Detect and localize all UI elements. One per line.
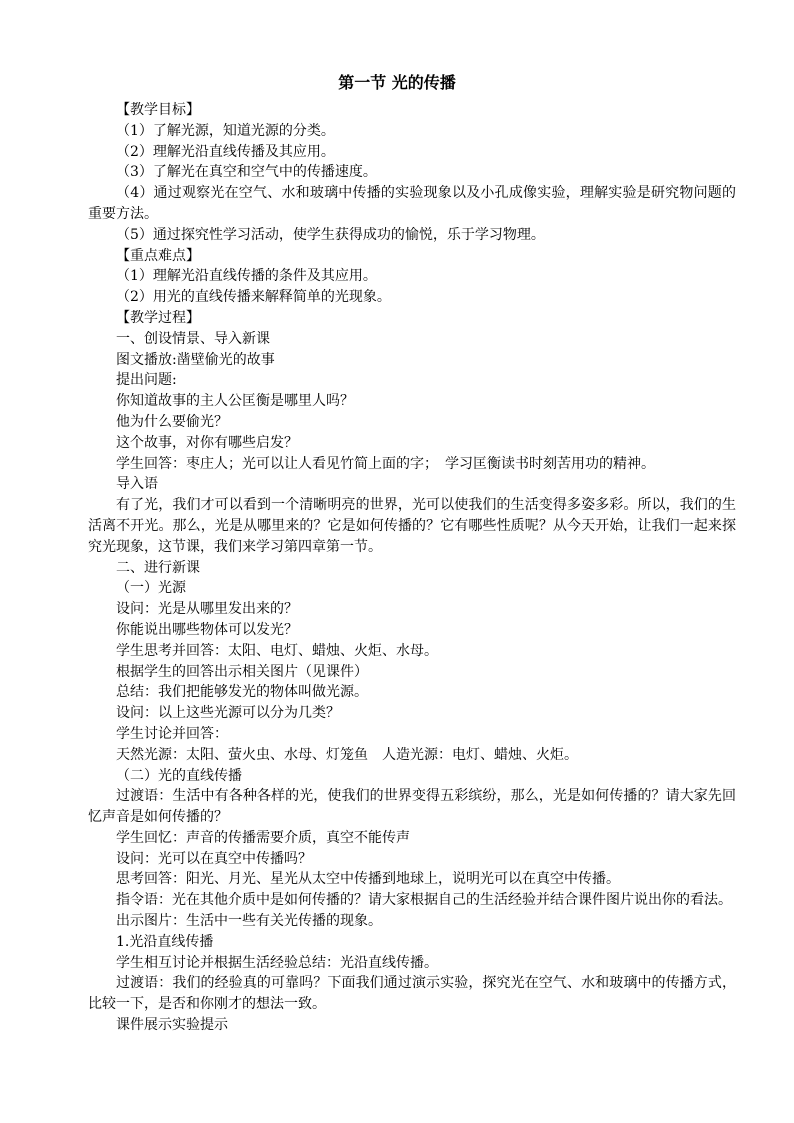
paragraph: 图文播放:凿壁偷光的故事: [116, 351, 275, 368]
paragraph: （1）理解光沿直线传播的条件及其应用。: [116, 268, 377, 285]
paragraph: 出示图片：生活中一些有关光传播的现象。: [116, 913, 382, 930]
document-title: 第一节 光的传播: [338, 73, 456, 92]
paragraph: 学生思考并回答：太阳、电灯、蜡烛、火炬、水母。: [116, 642, 438, 659]
paragraph: 指令语：光在其他介质中是如何传播的？请大家根据自己的生活经验并结合课件图片说出你的看法。: [116, 892, 732, 909]
paragraph: （2）用光的直线传播来解释简单的光现象。: [116, 289, 391, 306]
paragraph: （4）通过观察光在空气、水和玻璃中传播的实验现象以及小孔成像实验，理解实验是研究物问题的重要方法。: [88, 185, 736, 222]
paragraph: （5）通过探究性学习活动，使学生获得成功的愉悦，乐于学习物理。: [116, 226, 545, 243]
paragraph: （2）理解光沿直线传播及其应用。: [116, 143, 335, 160]
paragraph: 这个故事，对你有哪些启发？: [116, 434, 298, 451]
paragraph: 学生相互讨论并根据生活经验总结：光沿直线传播。: [116, 954, 438, 971]
paragraph: 根据学生的回答出示相关图片（见课件）: [116, 663, 368, 680]
paragraph: 设问：光是从哪里发出来的？: [116, 601, 298, 618]
paragraph: （二）光的直线传播: [116, 767, 242, 784]
paragraph: 你能说出哪些物体可以发光？: [116, 621, 298, 638]
paragraph: 课件展示实验提示: [116, 1017, 228, 1034]
paragraph: 提出问题:: [116, 372, 177, 389]
paragraph: 你知道故事的主人公匡衡是哪里人吗？: [116, 393, 354, 410]
paragraph: 一、创设情景、导入新课: [116, 330, 270, 347]
paragraph: 学生讨论并回答：: [116, 725, 228, 742]
paragraph: （一）光源: [116, 580, 186, 597]
paragraph: 他为什么要偷光？: [116, 413, 228, 430]
paragraph: 设问：光可以在真空中传播吗？: [116, 850, 312, 867]
paragraph: 天然光源：太阳、萤火虫、水母、灯笼鱼 人造光源：电灯、蜡烛、火炬。: [116, 746, 578, 763]
paragraph: 【教学过程】: [116, 309, 200, 326]
paragraph: 过渡语：我们的经验真的可靠吗？下面我们通过演示实验，探究光在空气、水和玻璃中的传播方式，比较一下，是否和你刚才的想法一致。: [88, 975, 736, 1013]
paragraph: 思考回答：阳光、月光、星光从太空中传播到地球上，说明光可以在真空中传播。: [116, 871, 620, 888]
paragraph: （3）了解光在真空和空气中的传播速度。: [116, 164, 377, 181]
paragraph: 有了光，我们才可以看到一个清晰明亮的世界，光可以使我们的生活变得多姿多彩。所以，我们的生活离不开光。那么，光是从哪里来的？它是如何传播的？它有哪些性质呢？从今天开始，让我们一起来探究光现象，这节课，我们来学习第四章第一节。: [88, 497, 736, 555]
paragraph: 【教学目标】: [116, 102, 200, 118]
paragraph: 学生回忆：声音的传播需要介质，真空不能传声: [116, 829, 410, 846]
document-body: [88, 100, 736, 1036]
paragraph: 二、进行新课: [116, 559, 200, 576]
paragraph: 过渡语：生活中有各种各样的光，使我们的世界变得五彩缤纷，那么，光是如何传播的？请大家先回忆声音是如何传播的？: [88, 788, 736, 826]
paragraph: 学生回答：枣庄人；光可以让人看见竹简上面的字； 学习匡衡读书时刻苦用功的精神。: [116, 455, 655, 472]
paragraph: （1）了解光源，知道光源的分类。: [116, 122, 335, 139]
paragraph: 导入语: [116, 476, 158, 493]
paragraph: 总结：我们把能够发光的物体叫做光源。: [116, 684, 368, 701]
paragraph: 【重点难点】: [116, 247, 200, 264]
paragraph: 设问：以上这些光源可以分为几类？: [116, 705, 340, 722]
paragraph: 1.光沿直线传播: [116, 933, 214, 950]
